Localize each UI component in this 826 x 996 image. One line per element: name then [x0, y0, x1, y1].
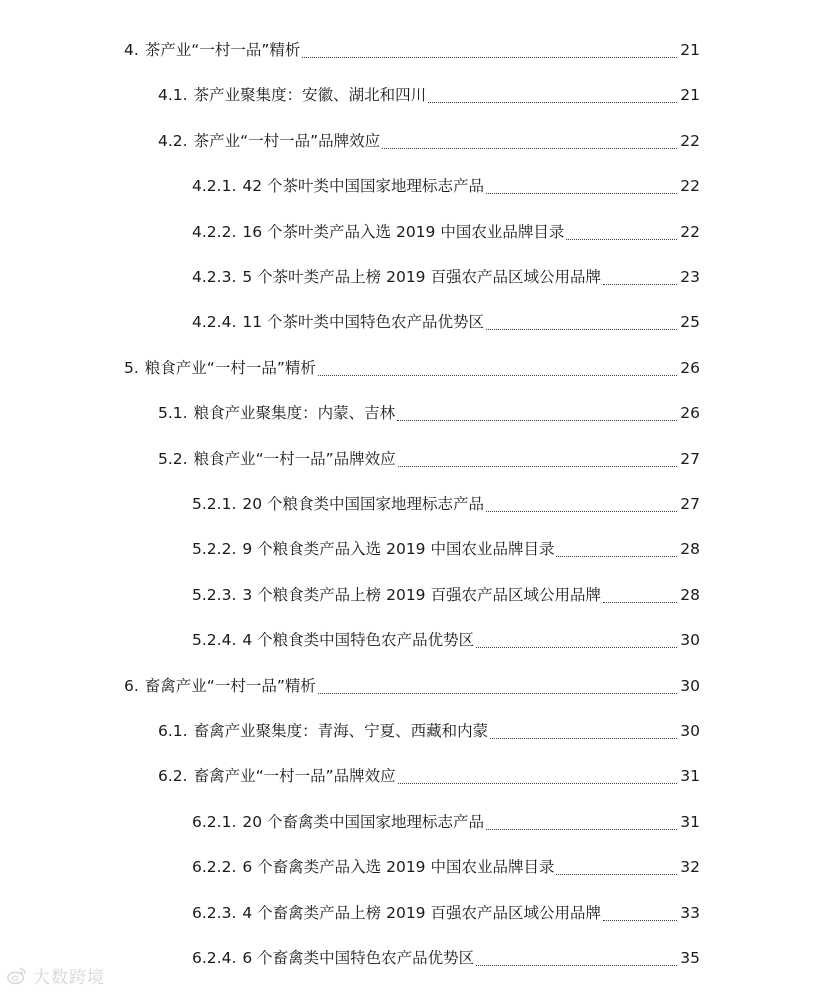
toc-entry-title: 20 个畜禽类中国国家地理标志产品	[242, 812, 485, 831]
toc-entry-page: 22	[680, 177, 700, 196]
dot-leader	[382, 147, 677, 149]
toc-entry[interactable]	[192, 627, 700, 653]
toc-entry-page: 35	[680, 949, 700, 967]
toc-entry-title: 粮食产业“一村一品”精析	[144, 358, 316, 377]
toc-entry[interactable]	[158, 446, 700, 472]
toc-entry-page: 21	[680, 86, 700, 105]
toc-entry-title: 20 个粮食类中国国家地理标志产品	[242, 495, 485, 513]
toc-entry[interactable]	[192, 809, 700, 835]
toc-entry-title: 粮食产业“一村一品”品牌效应	[193, 449, 396, 468]
toc-entry-title: 11 个茶叶类中国特色农产品优势区	[242, 313, 485, 332]
toc-entry[interactable]	[192, 854, 700, 880]
toc-entry-number: 4.2.1.	[192, 177, 237, 196]
dot-leader	[486, 192, 677, 194]
toc-entry[interactable]	[192, 582, 700, 608]
toc-entry-title: 3 个粮食类产品上榜 2019 百强农产品区域公用品牌	[242, 585, 601, 604]
dot-leader	[428, 101, 677, 103]
toc-entry-title: 16 个茶叶类产品入选 2019 中国农业品牌目录	[242, 222, 565, 241]
toc-entry-page: 22	[680, 222, 700, 241]
toc-entry-page: 28	[680, 585, 700, 604]
toc-entry-number: 5.2.1.	[192, 495, 237, 513]
toc-entry-page: 23	[680, 268, 700, 286]
toc-entry-number: 5.2.	[158, 449, 188, 468]
toc-entry[interactable]	[192, 945, 700, 971]
toc-entry-title: 茶产业“一村一品”品牌效应	[193, 131, 381, 150]
toc-entry-page: 33	[680, 903, 700, 922]
toc-entry-page: 22	[680, 131, 700, 150]
toc-entry-title: 畜禽产业“一村一品”精析	[144, 676, 316, 695]
toc-entry-page: 30	[680, 676, 700, 695]
toc-entry[interactable]	[192, 264, 700, 290]
toc-entry-page: 28	[680, 540, 700, 559]
toc-entry-number: 4.2.4.	[192, 313, 237, 332]
dot-leader	[566, 238, 677, 240]
dot-leader	[603, 919, 677, 921]
toc-entry-number: 6.2.3.	[192, 903, 237, 922]
toc-entry[interactable]	[158, 82, 700, 108]
toc-entry[interactable]	[192, 491, 700, 517]
toc-entry-title: 5 个茶叶类产品上榜 2019 百强农产品区域公用品牌	[242, 268, 601, 286]
toc-entry-number: 6.2.2.	[192, 858, 237, 877]
toc-entry-number: 6.1.	[158, 722, 188, 740]
dot-leader	[556, 555, 677, 557]
toc-entry-page: 31	[680, 812, 700, 831]
dot-leader	[486, 328, 677, 330]
dot-leader	[318, 692, 677, 694]
dot-leader	[476, 646, 677, 648]
toc-entry-title: 42 个茶叶类中国国家地理标志产品	[242, 177, 485, 196]
toc-entry[interactable]	[158, 763, 700, 789]
toc-entry-page: 26	[680, 358, 700, 377]
toc-entry-page: 27	[680, 495, 700, 513]
toc-entry-number: 6.2.1.	[192, 812, 237, 831]
toc-entry[interactable]	[158, 718, 700, 744]
toc-entry-number: 5.2.3.	[192, 585, 237, 604]
toc-entry-number: 6.	[124, 676, 139, 695]
toc-entry-title: 粮食产业聚集度：内蒙、吉林	[193, 404, 396, 423]
toc-entry-number: 4.2.2.	[192, 222, 237, 241]
weibo-logo-icon	[6, 965, 28, 987]
toc-entry-page: 31	[680, 767, 700, 786]
dot-leader	[490, 737, 677, 739]
watermark-text: 大数跨境	[33, 968, 105, 988]
dot-leader	[302, 56, 677, 58]
toc-entry-page: 21	[680, 41, 700, 59]
toc-entry[interactable]	[158, 400, 700, 426]
toc-entry-title: 9 个粮食类产品入选 2019 中国农业品牌目录	[242, 540, 555, 559]
dot-leader	[556, 873, 677, 875]
toc-entry-number: 6.2.4.	[192, 949, 237, 967]
toc-entry[interactable]	[192, 309, 700, 335]
toc-entry[interactable]	[192, 173, 700, 199]
dot-leader	[603, 601, 677, 603]
toc-entry[interactable]	[192, 536, 700, 562]
dot-leader	[603, 283, 677, 285]
dot-leader	[397, 419, 677, 421]
watermark	[6, 963, 105, 988]
toc-entry-page: 27	[680, 449, 700, 468]
toc-entry[interactable]	[124, 37, 700, 63]
toc-entry[interactable]	[158, 128, 700, 154]
toc-entry-page: 30	[680, 631, 700, 650]
toc-entry[interactable]	[124, 355, 700, 381]
toc-entry-page: 25	[680, 313, 700, 332]
toc-entry-number: 4.	[124, 41, 139, 59]
toc-entry[interactable]	[192, 219, 700, 245]
toc-entry-title: 畜禽产业聚集度：青海、宁夏、西藏和内蒙	[193, 722, 489, 740]
toc-entry-number: 5.2.2.	[192, 540, 237, 559]
dot-leader	[398, 465, 677, 467]
toc-entry-number: 5.	[124, 358, 139, 377]
toc-entry-number: 6.2.	[158, 767, 188, 786]
toc-entry-page: 32	[680, 858, 700, 877]
toc-entry-title: 茶产业“一村一品”精析	[144, 41, 301, 59]
dot-leader	[318, 374, 677, 376]
toc-entry-title: 6 个畜禽类中国特色农产品优势区	[242, 949, 475, 967]
toc-entry-number: 5.2.4.	[192, 631, 237, 650]
toc-entry-page: 26	[680, 404, 700, 423]
toc-entry-title: 6 个畜禽类产品入选 2019 中国农业品牌目录	[242, 858, 555, 877]
toc-entry[interactable]	[124, 673, 700, 699]
dot-leader	[476, 964, 677, 966]
toc-entry-title: 畜禽产业“一村一品”品牌效应	[193, 767, 396, 786]
toc-entry-title: 4 个粮食类中国特色农产品优势区	[242, 631, 475, 650]
toc-entry-number: 4.2.	[158, 131, 188, 150]
dot-leader	[398, 782, 677, 784]
toc-entry-page: 30	[680, 722, 700, 740]
toc-entry[interactable]	[192, 900, 700, 926]
toc-entry-number: 5.1.	[158, 404, 188, 423]
toc-entry-title: 4 个畜禽类产品上榜 2019 百强农产品区域公用品牌	[242, 903, 601, 922]
dot-leader	[486, 510, 677, 512]
toc-entry-number: 4.1.	[158, 86, 188, 105]
toc-entry-title: 茶产业聚集度：安徽、湖北和四川	[193, 86, 427, 105]
toc-entry-number: 4.2.3.	[192, 268, 237, 286]
dot-leader	[486, 828, 677, 830]
